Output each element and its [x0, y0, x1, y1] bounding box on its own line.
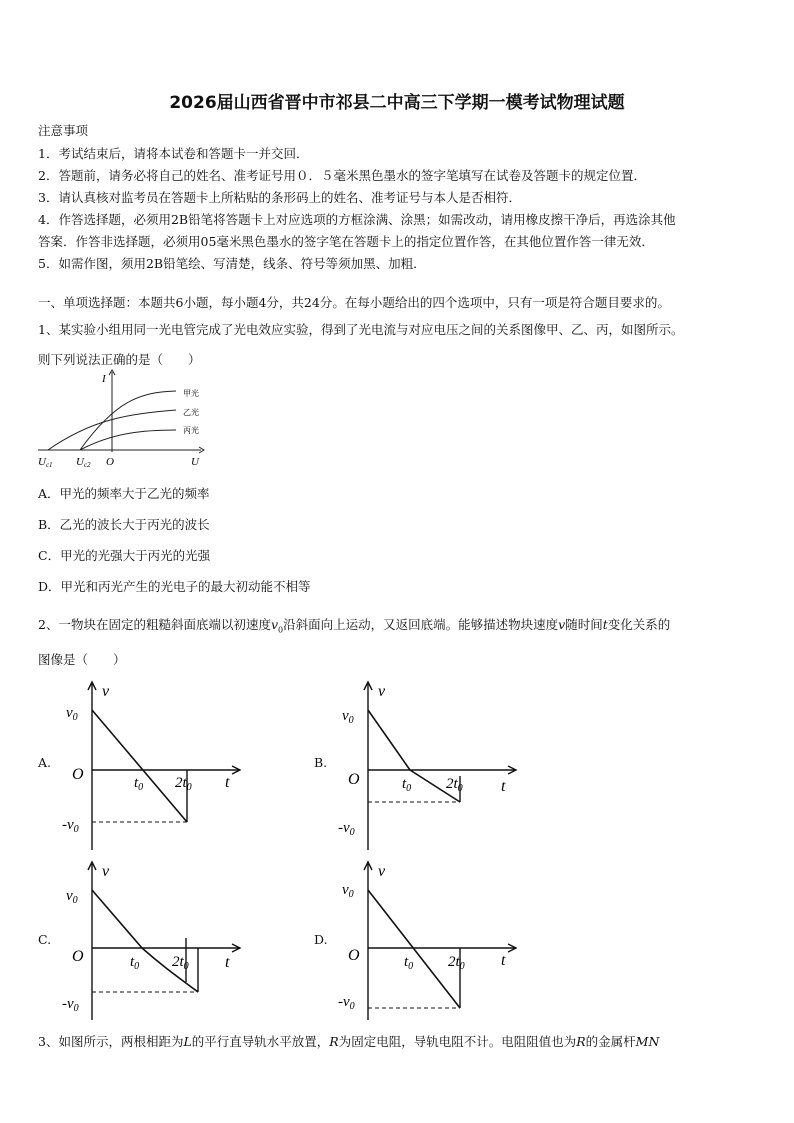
uc1-label: Uc1 — [38, 456, 53, 469]
note-item: 1．考试结束后，请将本试卷和答题卡一并交回． — [38, 146, 309, 161]
curve-jia — [80, 391, 176, 450]
note-item: 答案．作答非选择题，必须用05毫米黑色墨水的签字笔在答题卡上的指定位置作答，在其他位置作答一律无效． — [38, 234, 654, 249]
q2-graph-b — [336, 680, 536, 860]
svg-text:t: t — [225, 954, 230, 971]
q2-option-b-letter: B. — [314, 755, 328, 770]
curve-bing — [80, 430, 176, 450]
svg-text:O: O — [72, 948, 84, 965]
svg-text:v0: $v_0$ — [342, 708, 354, 726]
q1-option-c: C．甲光的光强大于丙光的光强 — [38, 548, 211, 563]
q1-option-d: D．甲光和丙光产生的光电子的最大初动能不相等 — [38, 579, 311, 594]
curve-label-yi: 乙光 — [183, 408, 199, 417]
svg-text:v: v — [378, 863, 386, 880]
curve-label-jia: 甲光 — [183, 389, 199, 398]
svg-text:-v0: $-v_0$ — [338, 820, 355, 838]
svg-text:-v0: $-v_0$ — [62, 817, 79, 835]
svg-text:2t0: $2t_0$ — [448, 954, 465, 972]
q2-option-d-letter: D. — [314, 932, 328, 947]
uc2-label: Uc2 — [76, 456, 91, 469]
q2-option-a-letter: A. — [38, 755, 52, 770]
note-item: 3．请认真核对监考员在答题卡上所粘贴的条形码上的姓名、准考证号与本人是否相符． — [38, 190, 521, 205]
q1-option-a: A．甲光的频率大于乙光的频率 — [38, 486, 210, 501]
axis-i-label: I — [102, 373, 106, 385]
origin-label: O — [106, 456, 114, 468]
curve-label-bing: 丙光 — [183, 426, 199, 435]
svg-text:t0: $t_0$ — [130, 954, 140, 972]
svg-text:t: t — [225, 774, 230, 791]
svg-text:2t0: $2t_0$ — [172, 954, 189, 972]
svg-text:v0: $v_0$ — [66, 705, 78, 723]
axis-u-label: U — [191, 456, 199, 468]
q2-graph-d — [336, 860, 536, 1040]
svg-text:t: t — [501, 952, 506, 969]
svg-text:2t0: $2t_0$ — [446, 776, 463, 794]
note-item: 2．答题前，请务必将自己的姓名、准考证号用０．５毫米黑色墨水的签字笔填写在试卷及答题卡的规定位置． — [38, 168, 646, 183]
q2-option-c-letter: C. — [38, 932, 52, 947]
q1-iu-graph — [36, 370, 216, 470]
svg-text:-v0: $-v_0$ — [62, 996, 79, 1014]
page-title: 2026届山西省晋中市祁县二中高三下学期一模考试物理试题 — [169, 93, 625, 113]
svg-text:t0: $t_0$ — [404, 954, 414, 972]
q2-graph-a — [60, 680, 260, 860]
q1-stem-2: 则下列说法正确的是（ ） — [38, 352, 201, 367]
q1-option-b: B．乙光的波长大于丙光的波长 — [38, 517, 210, 532]
svg-text:O: O — [348, 771, 360, 788]
note-item: 5．如需作图，须用2B铅笔绘、写清楚，线条、符号等须加黑、加粗． — [38, 256, 426, 271]
q2-graph-c — [60, 860, 260, 1040]
note-item: 4．作答选择题，必须用2B铅笔将答题卡上对应选项的方框涂满、涂黑；如需改动，请用橡皮擦干净后，再选涂其他 — [38, 212, 676, 227]
q2-stem: 2、一物块在固定的粗糙斜面底端以初速度$v_0$沿斜面向上运动，又返回底端。能够描述物块速度v随时间t变化关系的 — [38, 617, 671, 635]
svg-text:v: v — [102, 683, 110, 700]
svg-text:t0: $t_0$ — [402, 776, 412, 794]
svg-text:t: t — [501, 778, 506, 795]
svg-text:v0: $v_0$ — [66, 888, 78, 906]
svg-text:v: v — [102, 863, 110, 880]
svg-text:v: v — [378, 683, 386, 700]
section-heading: 一、单项选择题：本题共6小题，每小题4分，共24分。在每小题给出的四个选项中，只有一项是符合题目要求的。 — [38, 295, 670, 310]
notes-heading: 注意事项 — [38, 123, 89, 138]
svg-text:v0: $v_0$ — [342, 882, 354, 900]
q3-stem: 3、如图所示，两根相距为L的平行直导轨水平放置，R为固定电阻，导轨电阻不计。电阻阻值也为R的金属杆MN — [38, 1034, 660, 1049]
svg-text:t0: $t_0$ — [134, 775, 144, 793]
svg-text:2t0: $2t_0$ — [175, 775, 192, 793]
q1-stem: 1、某实验小组用同一光电管完成了光电效应实验，得到了光电流与对应电压之间的关系图像甲、乙、丙，如图所示。 — [38, 322, 684, 337]
svg-text:O: O — [348, 947, 360, 964]
svg-text:O: O — [72, 766, 84, 783]
q2-stem-2: 图像是（ ） — [38, 652, 126, 667]
svg-text:-v0: $-v_0$ — [338, 994, 355, 1012]
